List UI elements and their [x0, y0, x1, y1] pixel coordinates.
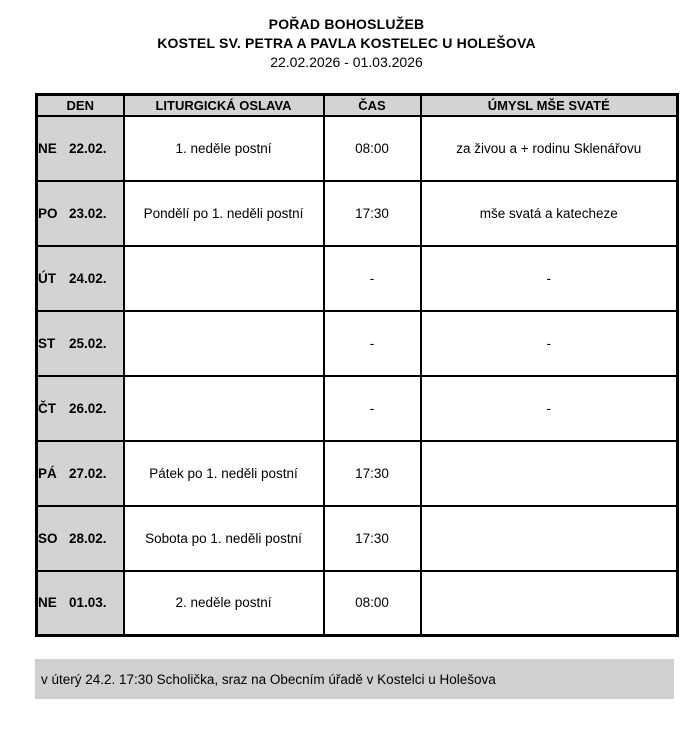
liturgy-cell: 1. neděle postní: [124, 116, 324, 181]
liturgy-cell: [124, 246, 324, 311]
table-row: [37, 376, 678, 441]
liturgy-cell: [124, 311, 324, 376]
liturgy-cell: Pátek po 1. neděli postní: [124, 441, 324, 506]
day-cell: [37, 376, 124, 441]
time-cell: 08:00: [324, 116, 421, 181]
time-cell: -: [324, 376, 421, 441]
day-abbrev: PO: [38, 205, 58, 221]
day-abbrev: ST: [38, 335, 56, 351]
day-cell: [37, 441, 124, 506]
footer-note-bar: [35, 659, 674, 699]
day-cell: [37, 181, 124, 246]
day-date: 27.02.: [69, 465, 107, 481]
day-abbrev: NE: [38, 140, 57, 156]
footer-note-text: v úterý 24.2. 17:30 Scholička, sraz na Obecním úřadě v Kostelci u Holešova: [41, 671, 496, 687]
day-date: 26.02.: [69, 400, 107, 416]
page-title: POŘAD BOHOSLUŽEB: [268, 16, 425, 32]
liturgy-cell: 2. neděle postní: [124, 571, 324, 636]
day-date: 25.02.: [69, 335, 107, 351]
day-date: 01.03.: [69, 595, 107, 611]
time-cell: 08:00: [324, 571, 421, 636]
day-abbrev: SO: [38, 530, 58, 546]
time-cell: -: [324, 311, 421, 376]
table-row: [37, 311, 678, 376]
day-date: 22.02.: [69, 140, 107, 156]
column-header-time: ČAS: [324, 95, 421, 116]
column-header-liturgy: LITURGICKÁ OSLAVA: [124, 95, 324, 116]
intention-cell: za živou a + rodinu Sklenářovu: [421, 116, 678, 181]
day-date: 24.02.: [69, 270, 107, 286]
day-cell: [37, 246, 124, 311]
time-cell: -: [324, 246, 421, 311]
liturgy-cell: [124, 376, 324, 441]
time-cell: 17:30: [324, 181, 421, 246]
intention-cell: [421, 506, 678, 571]
liturgy-cell: Pondělí po 1. neděli postní: [124, 181, 324, 246]
day-cell: [37, 571, 124, 636]
title-block: [0, 0, 693, 72]
table-row: [37, 441, 678, 506]
table-row: [37, 181, 678, 246]
intention-cell: -: [421, 311, 678, 376]
intention-cell: -: [421, 376, 678, 441]
day-date: 23.02.: [69, 205, 107, 221]
column-header-day: DEN: [37, 95, 124, 116]
day-abbrev: NE: [38, 595, 57, 611]
church-name: KOSTEL SV. PETRA A PAVLA KOSTELEC U HOLEŠOVA: [157, 35, 536, 51]
day-cell: [37, 506, 124, 571]
day-cell: [37, 311, 124, 376]
intention-cell: -: [421, 246, 678, 311]
intention-cell: [421, 571, 678, 636]
liturgy-cell: Sobota po 1. neděli postní: [124, 506, 324, 571]
intention-cell: mše svatá a katecheze: [421, 181, 678, 246]
header-row: [37, 95, 678, 116]
time-cell: 17:30: [324, 506, 421, 571]
table-row: [37, 116, 678, 181]
time-cell: 17:30: [324, 441, 421, 506]
table-row: [37, 571, 678, 636]
intention-cell: [421, 441, 678, 506]
day-abbrev: PÁ: [38, 465, 57, 481]
table-row: [37, 246, 678, 311]
date-range: 22.02.2026 - 01.03.2026: [270, 54, 423, 70]
day-abbrev: ÚT: [38, 270, 56, 286]
column-header-intention: ÚMYSL MŠE SVATÉ: [421, 95, 678, 116]
table-row: [37, 506, 678, 571]
schedule-table: [35, 93, 679, 637]
day-abbrev: ČT: [38, 400, 56, 416]
day-date: 28.02.: [69, 530, 107, 546]
day-cell: [37, 116, 124, 181]
